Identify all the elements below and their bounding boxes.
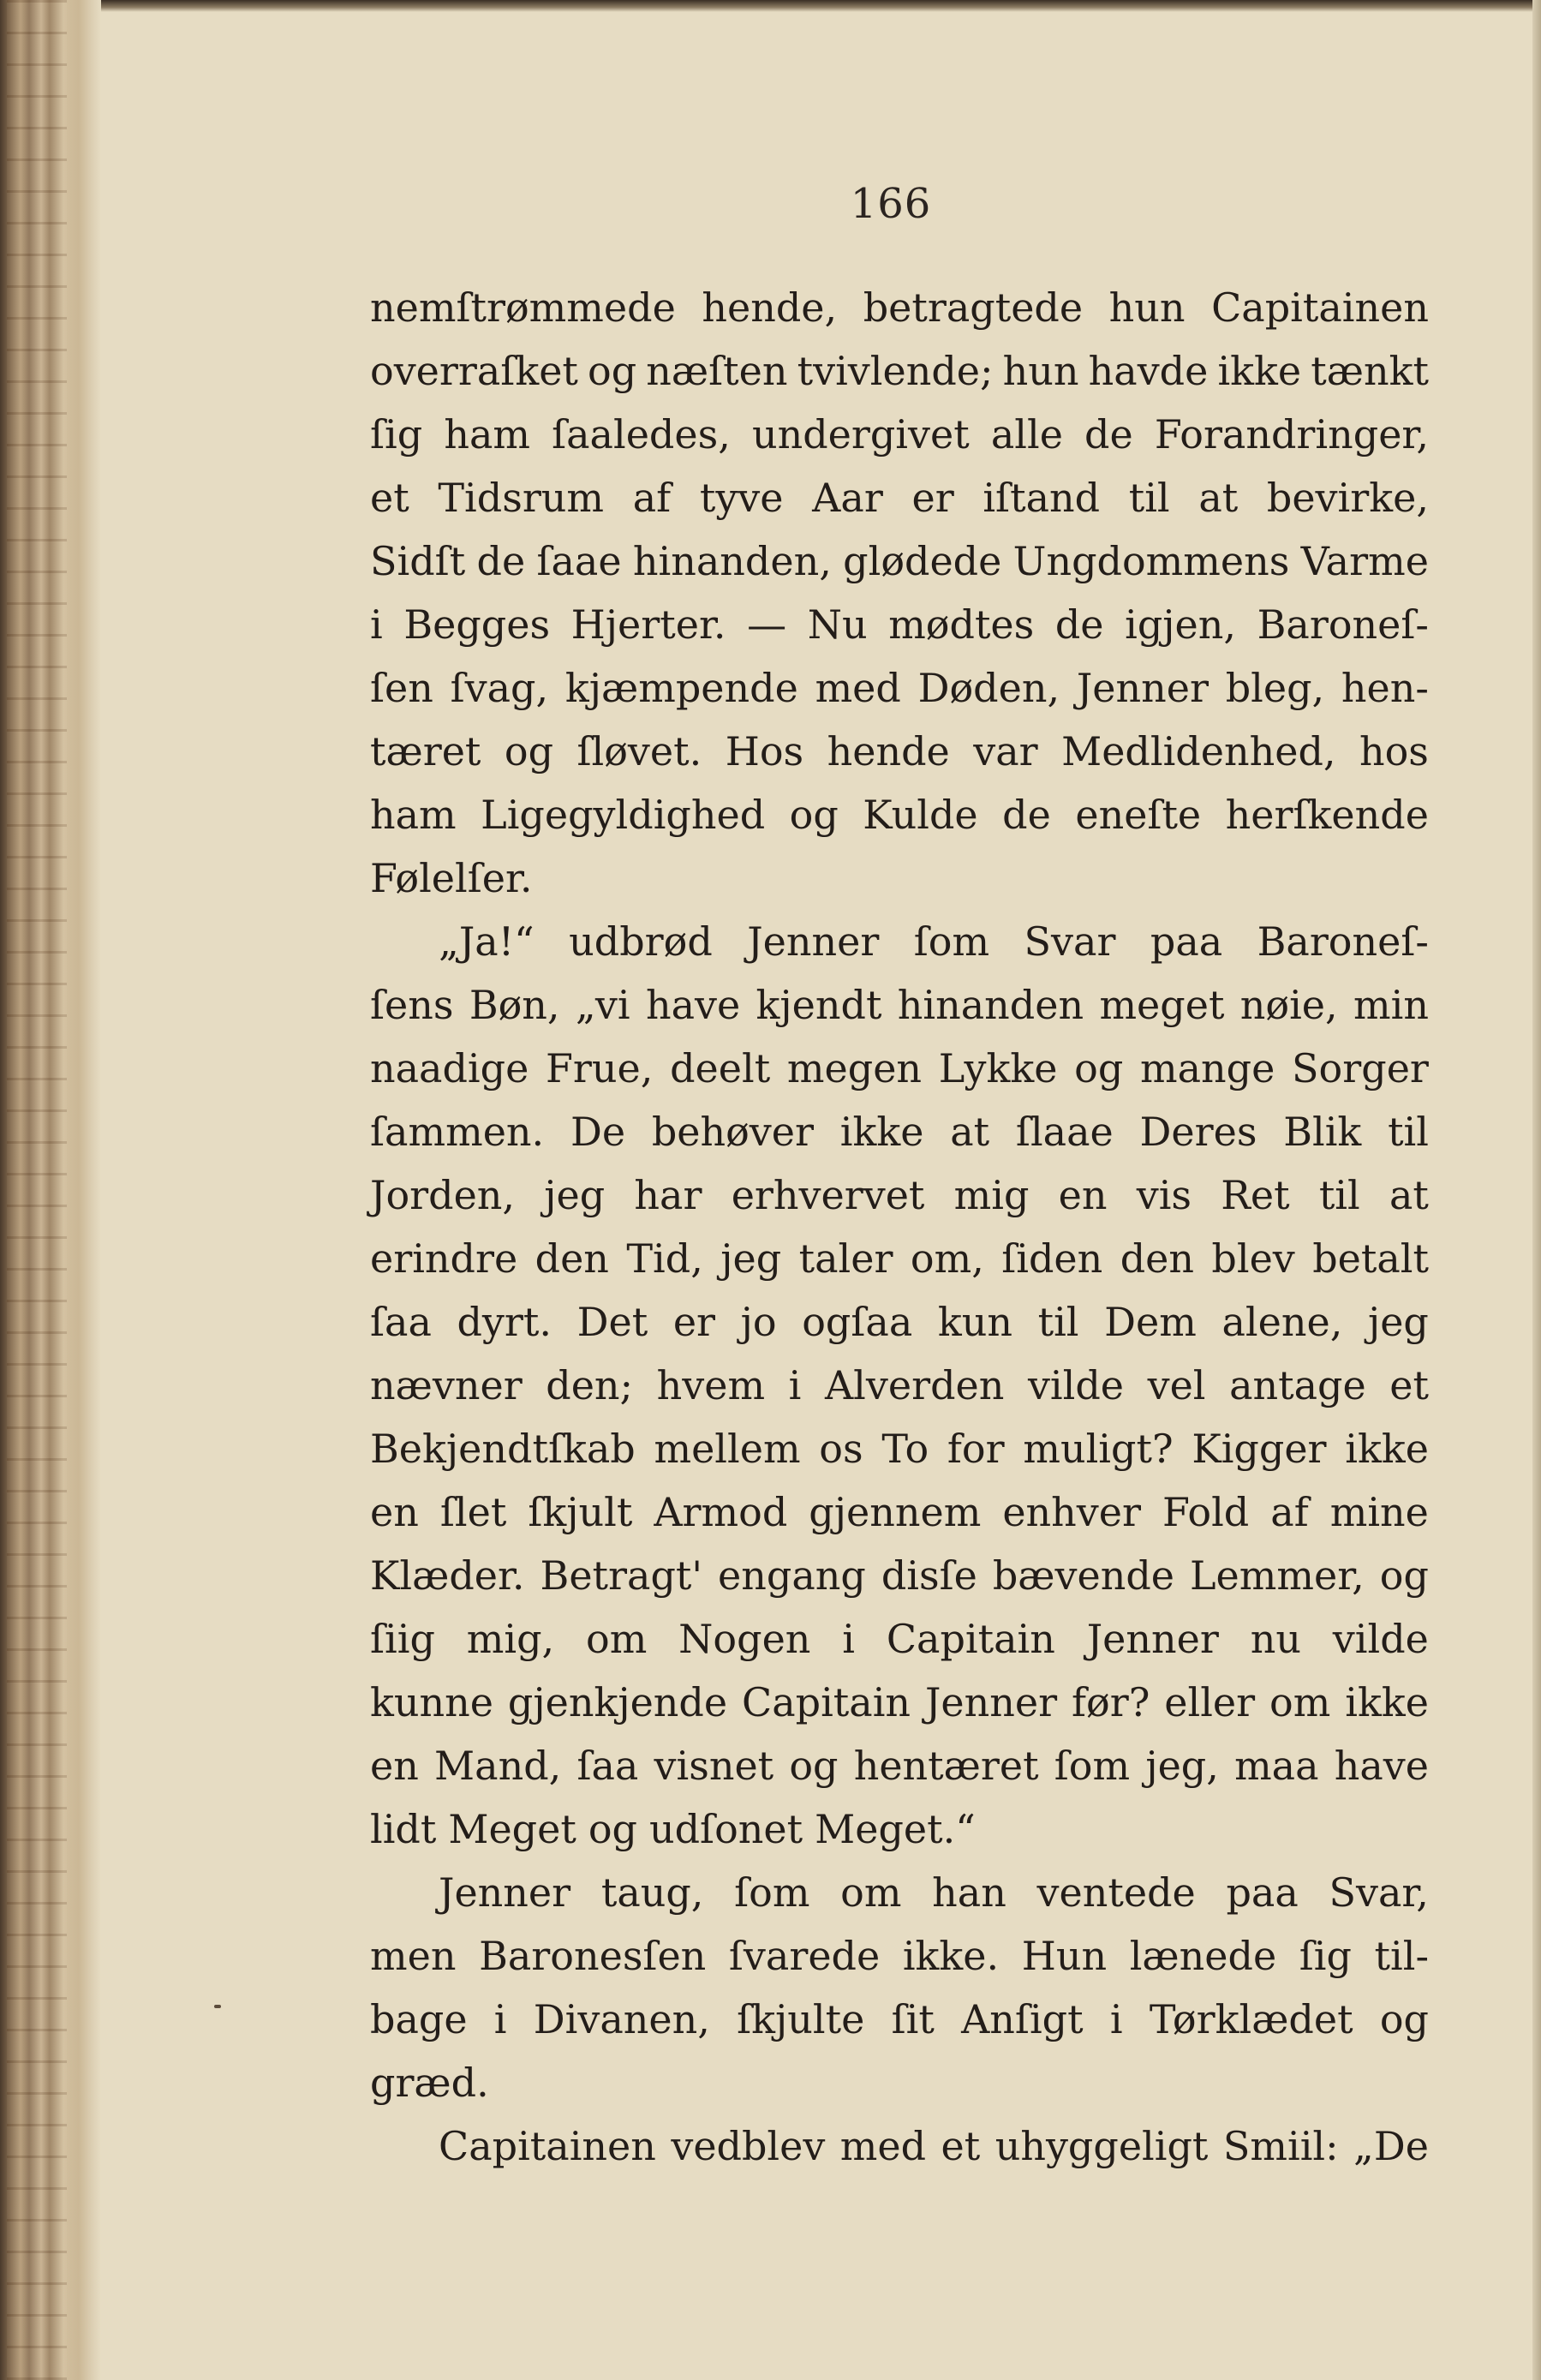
word: næſten [646,348,788,394]
word: Hos [725,728,804,774]
word: ſom [1054,1743,1131,1789]
body-text [370,276,1429,2178]
text-line [370,1607,1429,1671]
word: de [476,538,526,584]
word: antage [1229,1362,1366,1408]
word: ikke [1345,1679,1429,1725]
word: kjendt [756,982,882,1028]
page-right-edge [1532,0,1541,2380]
word: megen [786,1045,923,1091]
word: iſtand [983,475,1101,521]
word: nøie, [1239,982,1338,1028]
word: ſaa [576,1743,639,1789]
word: ſig [370,411,423,457]
word: græd. [370,2060,489,2106]
word: Kulde [863,792,978,838]
word: Døden, [917,665,1060,711]
word: hos [1359,728,1429,774]
word: Capitainen [439,2123,656,2169]
word: muligt? [1023,1426,1174,1472]
word: Jenner [924,1679,1058,1725]
word: have [1334,1743,1429,1789]
word: om [1269,1679,1331,1725]
word: at [1198,475,1239,521]
text-line [370,846,1429,910]
word: eneſte [1075,792,1202,838]
word: Svar [1024,918,1116,965]
margin-speck [214,2005,221,2008]
book-spine-edge [0,0,101,2380]
word: ikke. [902,1933,1000,1979]
word: Jorden, [370,1172,516,1218]
word: et [370,475,409,521]
word: om [840,1869,902,1916]
word: og [588,348,637,394]
word: nu [1250,1616,1301,1662]
word: gjenkjende [507,1679,728,1725]
word: Dem [1104,1299,1197,1345]
word: i [842,1616,855,1662]
word: ſkjulte [737,1996,865,2042]
word: Armod [654,1489,788,1535]
word: kun [937,1299,1012,1345]
word: igjen, [1125,601,1237,648]
text-line [370,339,1429,403]
word: ventede [1036,1869,1196,1916]
word: Baroneſ- [1257,918,1429,965]
word: at [950,1109,990,1155]
text-line [370,529,1429,593]
word: i [788,1362,802,1408]
text-line [370,593,1429,656]
word: jeg [720,1235,782,1282]
word: af [632,475,672,521]
word: Bøn, [469,982,560,1028]
word: betragtede [863,284,1084,331]
text-line [370,1163,1429,1227]
word: ſløvet. [576,728,702,774]
word: ikke [1345,1426,1429,1472]
word: bage [370,1996,468,2042]
word: uhyggeligt [994,2123,1209,2169]
text-line [370,2051,1429,2114]
word: Tørklædet [1149,1996,1353,2042]
word: Medlidenhed, [1061,728,1336,774]
word: tæret [370,728,481,774]
word: ſig [1299,1933,1352,1979]
word: „Ja!“ [439,918,535,965]
word: til [1128,475,1170,521]
word: have [645,982,741,1028]
word: et [941,2123,981,2169]
word: jeg, [1145,1743,1219,1789]
word: Tidsrum [438,475,605,521]
word: taler [798,1235,893,1282]
word: Jenner [439,1869,571,1916]
word: og [1074,1045,1124,1091]
word: den [535,1235,609,1282]
word: undergivet [751,411,970,457]
word: alle [990,411,1063,457]
word: Smiil: [1222,2123,1339,2169]
text-line [370,1671,1429,1734]
word: er [911,475,954,521]
word: enhver [1002,1489,1141,1535]
word: bævende [992,1552,1175,1599]
word: Kigger [1192,1426,1327,1472]
word: blev [1211,1235,1295,1282]
word: min [1353,982,1429,1028]
word: ſaa [370,1299,432,1345]
word: visnet [654,1743,774,1789]
word: til- [1374,1933,1429,1979]
word: Jenner [747,918,880,965]
word: havde [1088,348,1209,394]
word: Forandringer, [1154,411,1429,457]
text-line [370,1100,1429,1163]
word: ſvag, [450,665,549,711]
word: Hjerter. [570,601,726,648]
word: hun [1108,284,1186,331]
word: behøver [651,1109,815,1155]
word: Hun [1021,1933,1108,1979]
text-line [370,1037,1429,1100]
word: glødede [843,538,1002,584]
word: er [672,1299,716,1345]
text-line [370,1988,1429,2051]
word: To [881,1426,929,1472]
word: Baroneſ- [1257,601,1429,648]
text-line [370,1480,1429,1544]
text-line [370,1544,1429,1607]
word: os [819,1426,863,1472]
word: taug, [600,1869,704,1916]
word: hvem [656,1362,766,1408]
word: ſaae [536,538,622,584]
word: vilde [1027,1362,1125,1408]
text-line [370,720,1429,783]
text-line [370,403,1429,466]
word: mellem [654,1426,801,1472]
word: vis [1136,1172,1192,1218]
word: disſe [881,1552,977,1599]
word: vilde [1332,1616,1429,1662]
word: mig, [466,1616,555,1662]
word: ſlaae [1015,1109,1114,1155]
word: lidt [370,1806,437,1852]
word: mange [1140,1045,1275,1091]
word: hende, [702,284,838,331]
text-line [370,910,1429,973]
word: i [493,1996,507,2042]
word: hentæret [853,1743,1039,1789]
text-line [370,276,1429,339]
word: ſkjult [528,1489,633,1535]
page-top-edge [0,0,1541,12]
word: om, [910,1235,984,1282]
word: Aar [812,475,883,521]
word: vel [1147,1362,1206,1408]
word: tyve [699,475,784,521]
word: for [947,1426,1005,1472]
word: og [588,1806,637,1852]
word: Capitain [742,1679,911,1725]
word: ſens [370,982,454,1028]
word: i [1109,1996,1123,2042]
word: Meget.“ [815,1806,976,1852]
word: „vi [575,982,630,1028]
word: betalt [1312,1235,1429,1282]
word: tænkt [1311,348,1429,394]
word: et [1389,1362,1429,1408]
word: og [504,728,554,774]
word: Bekjendtſkab [370,1426,636,1472]
word: Frue, [546,1045,654,1091]
word: Det [576,1299,648,1345]
word: og [789,792,839,838]
word: ſom [734,1869,810,1916]
word: bevirke, [1266,475,1429,521]
word: ikke [839,1109,924,1155]
word: at [1389,1172,1429,1218]
word: herſkende [1225,792,1429,838]
word: udſonet [648,1806,803,1852]
word: Følelſer. [370,855,533,901]
word: ſiden [1001,1235,1103,1282]
word: alene, [1221,1299,1343,1345]
text-line [370,656,1429,720]
word: Alverden [824,1362,1005,1408]
word: De [570,1109,626,1155]
word: jo [740,1299,777,1345]
word: lænede [1129,1933,1277,1979]
word: ſlet [439,1489,507,1535]
word: erindre [370,1235,518,1282]
word: en [1058,1172,1108,1218]
word: ogſaa [802,1299,913,1345]
word: Lykke [938,1045,1058,1091]
word: meget [1099,982,1225,1028]
word: Jenner [1076,665,1209,711]
word: paa [1150,918,1223,965]
word: mine [1329,1489,1429,1535]
word: han [932,1869,1006,1916]
word: eller [1164,1679,1256,1725]
word: af [1270,1489,1309,1535]
word: mig [953,1172,1030,1218]
word: Deres [1139,1109,1257,1155]
word: nemſtrømmede [370,284,676,331]
word: Divanen, [533,1996,710,2042]
word: dyrt. [457,1299,552,1345]
word: var [973,728,1038,774]
word: den; [546,1362,634,1408]
word: Betragt' [540,1552,703,1599]
word: i [370,601,383,648]
word: Baronesſen [479,1933,707,1979]
word: Fold [1162,1489,1250,1535]
word: men [370,1933,457,1979]
word: ſit [891,1996,935,2042]
word: Ligegyldighed [481,792,766,838]
word: „De [1353,2123,1429,2169]
word: og [1379,1996,1429,2042]
word: maa [1234,1743,1319,1789]
word: Blik [1283,1109,1362,1155]
word: de [1002,792,1051,838]
word: paa [1226,1869,1299,1916]
word: nævner [370,1362,523,1408]
word: Capitain [886,1616,1055,1662]
word: Ret [1221,1172,1290,1218]
word: ſiig [370,1616,435,1662]
word: Begges [403,601,551,648]
word: Nogen [678,1616,811,1662]
text-line [370,1861,1429,1924]
word: ikke [1217,348,1302,394]
word: jeg [1367,1299,1429,1345]
word: deelt [670,1045,771,1091]
word: ham [444,411,530,457]
word: til [1388,1109,1429,1155]
word: vedblev [671,2123,826,2169]
word: jeg [544,1172,606,1218]
word: Svar, [1329,1869,1429,1916]
text-line [370,1417,1429,1480]
word: Varme [1300,538,1429,584]
word: Tid, [626,1235,703,1282]
spine-texture [7,0,67,2380]
word: Sorger [1292,1045,1429,1091]
word: ſvarede [728,1933,881,1979]
word: til [1318,1172,1360,1218]
word: og [789,1743,839,1789]
word: en [370,1489,419,1535]
word: med [839,2123,927,2169]
word: en [370,1743,419,1789]
text-line [370,1354,1429,1417]
word: mødtes [888,601,1035,648]
word: — [747,601,787,648]
word: ſom [913,918,990,965]
word: bleg, [1225,665,1325,711]
word: Anſigt [961,1996,1084,2042]
word: udbrød [569,918,713,965]
word: og [1379,1552,1429,1599]
word: kunne [370,1679,493,1725]
text-line [370,2114,1429,2178]
text-line [370,466,1429,529]
word: Meget [448,1806,576,1852]
word: Mand, [434,1743,562,1789]
word: erhvervet [731,1172,925,1218]
word: Lemmer, [1190,1552,1365,1599]
word: Sidſt [370,538,466,584]
word: Capitainen [1211,284,1429,331]
word: Klæder. [370,1552,525,1599]
word: naadige [370,1045,529,1091]
word: om [586,1616,648,1662]
word: kjæmpende [564,665,798,711]
word: engang [718,1552,866,1599]
text-line [370,1734,1429,1797]
word: gjennem [809,1489,982,1535]
word: Ungdommens [1012,538,1290,584]
text-line [370,1797,1429,1861]
word: til [1037,1299,1079,1345]
word: ſaaledes, [552,411,731,457]
word: med [815,665,901,711]
text-line [370,1924,1429,1988]
word: de [1054,601,1104,648]
word: hun [1002,348,1079,394]
text-line [370,1290,1429,1354]
word: før? [1072,1679,1150,1725]
word: hinanden [897,982,1084,1028]
word: den [1120,1235,1194,1282]
word: hinanden, [632,538,832,584]
word: overraſket [370,348,578,394]
text-line [370,783,1429,846]
page-number: 166 [850,180,932,228]
word: ſen [370,665,433,711]
word: Nu [807,601,868,648]
word: hende [827,728,950,774]
word: tvivlende; [797,348,994,394]
word: hen- [1341,665,1429,711]
word: har [634,1172,702,1218]
word: ſammen. [370,1109,545,1155]
text-line [370,973,1429,1037]
word: Jenner [1086,1616,1219,1662]
word: de [1084,411,1133,457]
text-line [370,1227,1429,1290]
word: ham [370,792,457,838]
